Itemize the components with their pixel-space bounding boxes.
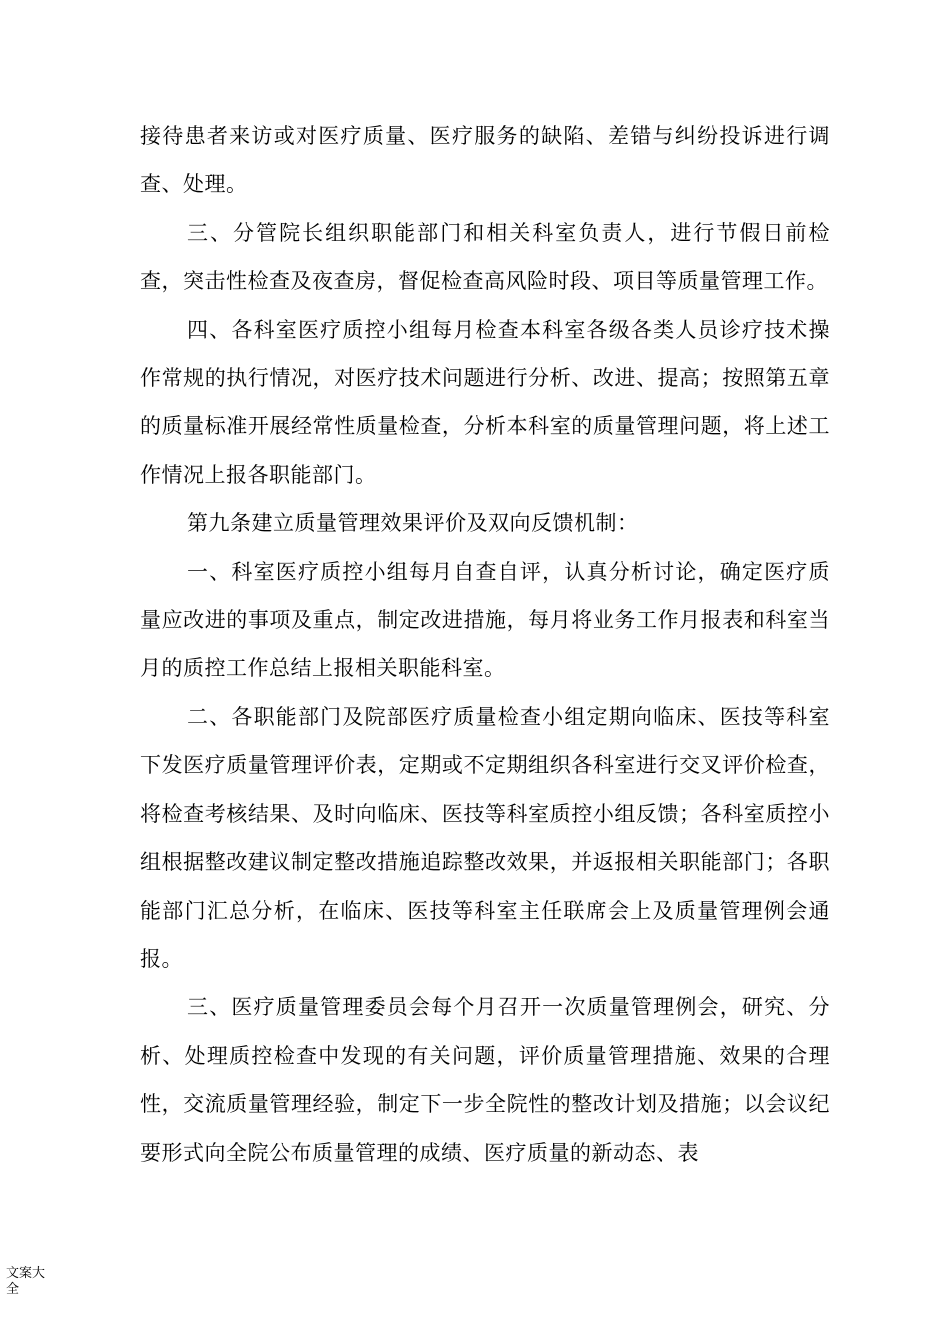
paragraph-item-1-self-evaluation: 一、科室医疗质控小组每月自查自评，认真分析讨论，确定医疗质量应改进的事项及重点，制定改进措施，每月将业务工作月报表和科室当月的质控工作总结上报相关职能科室。 <box>140 559 830 681</box>
paragraph-item-3-vice-president-inspection: 三、分管院长组织职能部门和相关科室负责人，进行节假日前检查，突击性检查及夜查房，督促检查高风险时段、项目等质量管理工作。 <box>140 220 830 294</box>
paragraph-item-3-quality-committee: 三、医疗质量管理委员会每个月召开一次质量管理例会，研究、分析、处理质控检查中发现的有关问题，评价质量管理措施、效果的合理性，交流质量管理经验，制定下一步全院性的整改计划及措施；以会议纪要形式向全院公布质量管理的成绩、医疗质量的新动态、表 <box>140 995 830 1165</box>
paragraph-continuation: 接待患者来访或对医疗质量、医疗服务的缺陷、差错与纠纷投诉进行调查、处理。 <box>140 124 830 197</box>
footer-label: 文案大全 <box>6 1266 46 1297</box>
paragraph-article-9-heading: 第九条建立质量管理效果评价及双向反馈机制： <box>187 511 639 536</box>
paragraph-item-2-functional-departments: 二、各职能部门及院部医疗质量检查小组定期向临床、医技等科室下发医疗质量管理评价表，定期或不定期组织各科室进行交叉评价检查，将检查考核结果、及时向临床、医技等科室质控小组反馈；各科室质控小组根据整改建议制定整改措施追踪整改效果，并返报相关职能部门；各职能部门汇总分析，在临床、医技等科室主任联席会上及质量管理例会通报。 <box>140 704 830 971</box>
paragraph-item-4-department-qc-group: 四、各科室医疗质控小组每月检查本科室各级各类人员诊疗技术操作常规的执行情况，对医疗技术问题进行分析、改进、提高；按照第五章的质量标准开展经常性质量检查，分析本科室的质量管理问题，将上述工作情况上报各职能部门。 <box>140 317 830 487</box>
document-body <box>140 112 830 1177</box>
